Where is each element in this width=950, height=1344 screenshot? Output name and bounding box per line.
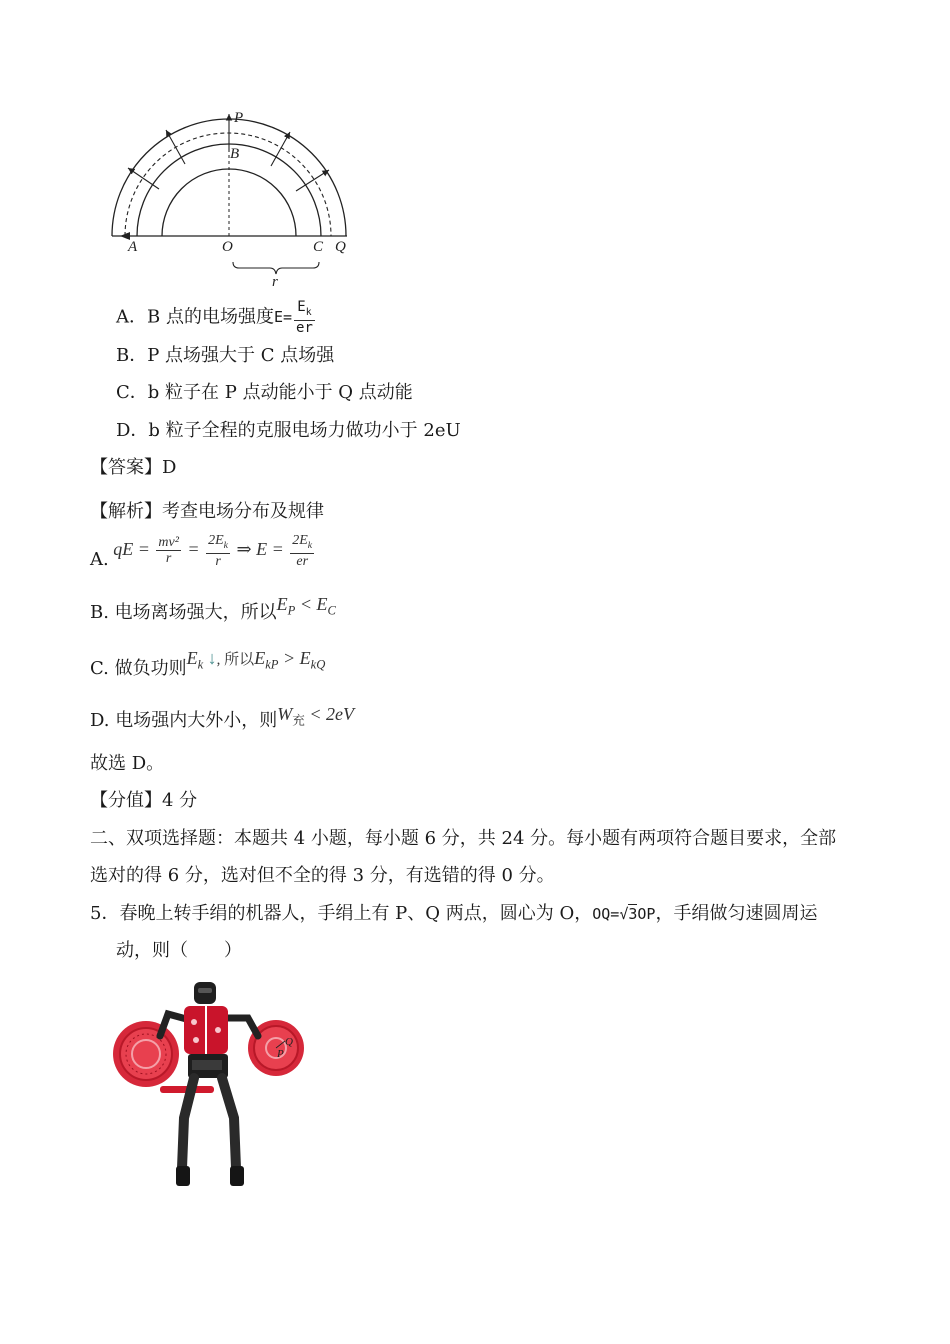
analysis-a-frac1-den: r xyxy=(165,551,172,567)
analysis-d-w-sub: 充 xyxy=(292,713,305,728)
label-q: Q xyxy=(335,239,346,255)
label-r: r xyxy=(272,274,278,290)
analysis-c-e1: E xyxy=(254,648,266,668)
question5-equation xyxy=(592,904,655,923)
analysis-a-qe: qE = xyxy=(113,539,150,560)
question5-line2: 动，则（ ） xyxy=(116,940,242,961)
question5-text-a: 5．春晚上转手绢的机器人，手绢上有 P、Q 两点，圆心为 O， xyxy=(90,903,593,924)
option-a-lhs: E= xyxy=(273,308,293,327)
analysis-d-lt: < 2eV xyxy=(304,704,354,724)
analysis-a-frac2-den: r xyxy=(215,553,221,569)
score: 【分值】4 分 xyxy=(90,790,198,811)
option-a xyxy=(116,300,317,336)
question5-line1 xyxy=(90,902,817,926)
analysis-d xyxy=(90,704,354,739)
analysis-c-e2-sub: kQ xyxy=(310,657,326,672)
question5-eq-rhs: OP xyxy=(637,905,656,923)
section2-line1: 二、双项选择题：本题共 4 小题，每小题 6 分，共 24 分。每小题有两项符合题目要求，全部 xyxy=(90,828,837,849)
analysis-a-frac1-num: mv² xyxy=(158,535,179,551)
option-d: D．b 粒子全程的克服电场力做功小于 2eU xyxy=(116,420,461,441)
option-b: B．P 点场强大于 C 点场强 xyxy=(116,345,335,366)
analysis-b xyxy=(90,594,336,631)
analysis-a-frac2-num: 2E xyxy=(208,533,224,548)
analysis-c-so: , 所以 xyxy=(216,652,255,668)
analysis-a-implies: ⇒ E = xyxy=(236,539,284,560)
section2-line2: 选对的得 6 分，选对但不全的得 3 分，有选错的得 0 分。 xyxy=(90,865,555,886)
option-a-text: A．B 点的电场强度 xyxy=(116,306,274,328)
radius-brace xyxy=(233,262,319,274)
analysis-a-frac3 xyxy=(290,533,314,569)
field-arrow xyxy=(128,168,159,189)
analysis-c-formula xyxy=(186,648,326,672)
analysis-a-frac2-sub: k xyxy=(223,539,228,551)
option-a-num-sub: k xyxy=(305,306,312,318)
robot-label-p: P xyxy=(277,1048,284,1060)
analysis-a-frac3-sub: k xyxy=(307,539,313,551)
analysis-a-frac2 xyxy=(206,533,230,569)
analysis-b-text: B. 电场离场强大，所以 xyxy=(90,602,277,623)
analysis-b-formula xyxy=(276,594,336,618)
robot-label-q: Q xyxy=(285,1036,293,1048)
analysis-b-e1: E xyxy=(276,594,288,614)
analysis-c-gt: > E xyxy=(278,648,311,668)
analysis-d-text: D. 电场强内大外小，则 xyxy=(90,710,278,731)
answer: 【答案】D xyxy=(90,457,177,478)
label-p: P xyxy=(234,110,244,126)
analysis-d-w: W xyxy=(277,704,293,724)
analysis-c-ek: E xyxy=(186,648,198,668)
option-a-den: er xyxy=(296,319,313,336)
analysis-c xyxy=(90,648,326,687)
analysis-b-sub1: P xyxy=(287,603,296,618)
analysis-b-lt: < E xyxy=(295,594,328,614)
option-a-num: E xyxy=(297,299,306,315)
question5-text-b: ，手绢做匀速圆周运 xyxy=(655,903,818,924)
question5-eq-radicand: 3 xyxy=(628,905,638,923)
label-b: B xyxy=(230,146,240,162)
field-arrow xyxy=(271,132,290,166)
option-c: C．b 粒子在 P 点动能小于 Q 点动能 xyxy=(116,382,413,403)
analysis-a-formula xyxy=(109,533,316,569)
option-a-fraction xyxy=(294,300,315,336)
conclusion: 故选 D。 xyxy=(90,753,165,774)
left-handkerchief xyxy=(113,1021,179,1087)
analysis-c-text: C. 做负功则 xyxy=(90,658,187,679)
analysis-a-frac3-den: er xyxy=(296,553,309,569)
sqrt-sign: √ xyxy=(619,905,629,923)
analysis-a-label: A. xyxy=(90,549,109,571)
field-arrow xyxy=(166,130,185,164)
analysis-a-eq: = xyxy=(187,539,200,560)
analysis-a-frac1 xyxy=(156,535,181,566)
field-diagram xyxy=(100,108,360,293)
label-o: O xyxy=(222,239,233,255)
robot-illustration xyxy=(108,978,308,1208)
analysis-c-down-arrow: ↓ xyxy=(203,648,217,668)
analysis-title: 【解析】考查电场分布及规律 xyxy=(90,501,324,522)
option-a-formula xyxy=(273,299,317,336)
analysis-a xyxy=(90,533,316,569)
analysis-b-sub2: C xyxy=(327,603,336,618)
dashed-arc xyxy=(125,133,331,236)
analysis-c-ek-sub: k xyxy=(197,657,204,672)
question5-eq-lhs: OQ= xyxy=(592,905,620,923)
analysis-a-frac3-num: 2E xyxy=(292,533,308,548)
label-a: A xyxy=(128,239,138,255)
analysis-d-formula xyxy=(277,704,354,728)
label-c: C xyxy=(313,239,324,255)
field-arrow xyxy=(296,170,329,191)
analysis-c-e1-sub: kP xyxy=(265,657,279,672)
